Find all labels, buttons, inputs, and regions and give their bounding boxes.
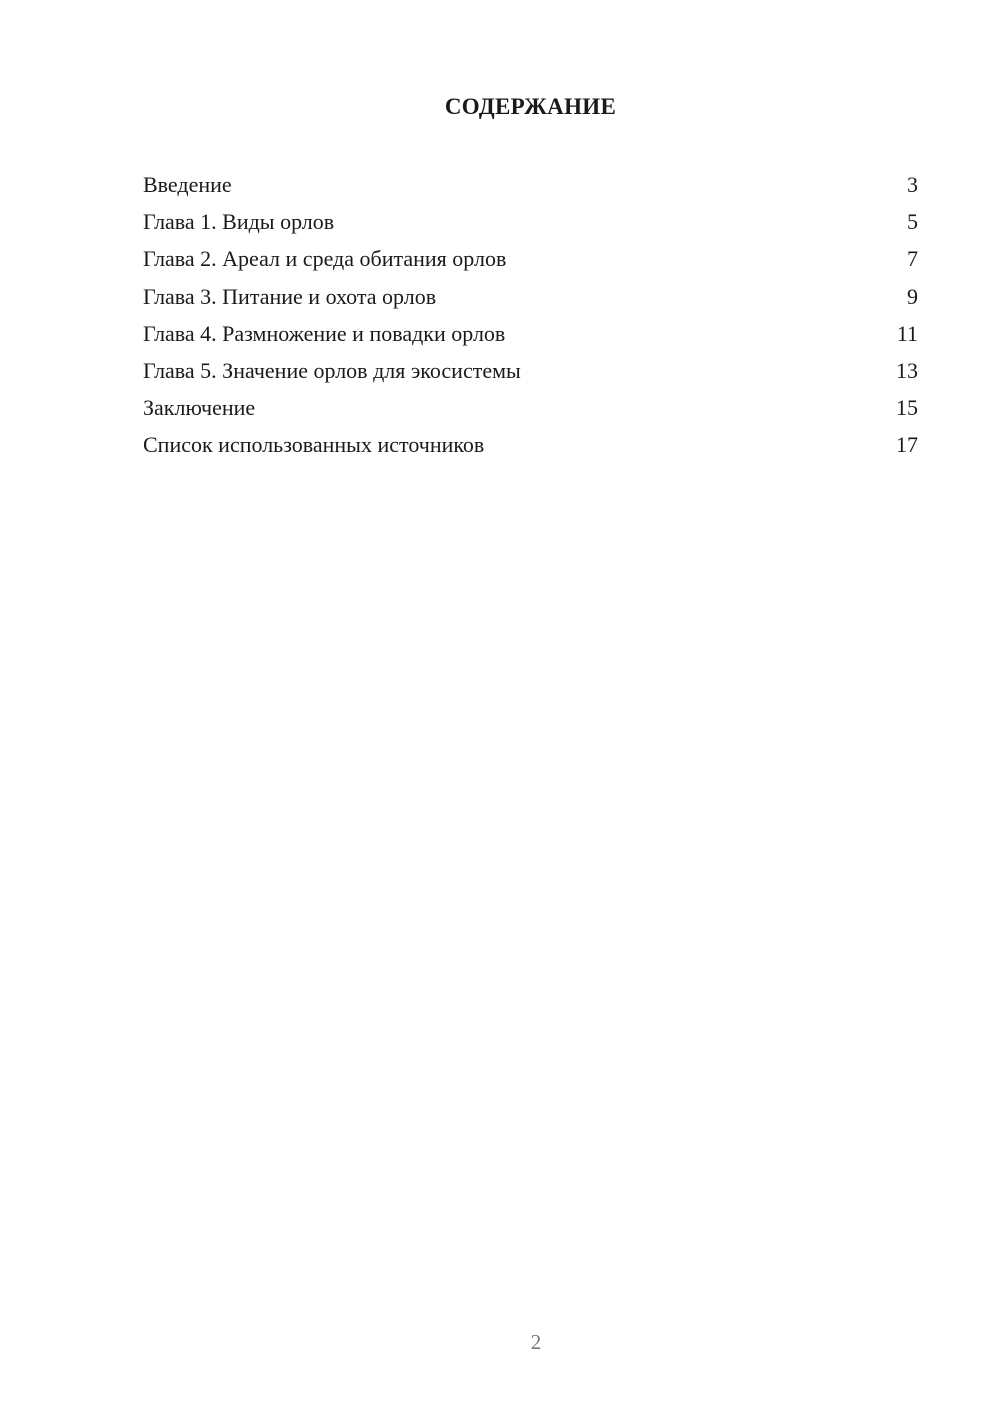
- page-number: 2: [530, 1330, 542, 1354]
- toc-entry-page: 11: [896, 320, 918, 346]
- toc-entry-chapter-2: [143, 240, 918, 277]
- toc-entry-label: Глава 3. Питание и охота орлов: [143, 283, 437, 309]
- toc-entry-page: 15: [896, 395, 918, 421]
- toc-entry-label: Заключение: [143, 395, 256, 421]
- toc-entry-page: 3: [907, 172, 918, 197]
- toc-title: СОДЕРЖАНИЕ: [444, 94, 617, 119]
- toc-entry-label: Глава 1. Виды орлов: [143, 209, 335, 235]
- toc-entry-label: Введение: [143, 172, 232, 197]
- toc-entry-page: 7: [907, 246, 918, 272]
- toc-entry-label: Глава 4. Размножение и повадки орлов: [143, 320, 506, 346]
- toc-entry-chapter-5: [143, 352, 918, 389]
- toc-entry-page: 5: [907, 209, 918, 235]
- toc-entry-chapter-1: [143, 203, 918, 240]
- toc-entry-label: Список использованных источников: [143, 432, 485, 458]
- toc-entry-label: Глава 2. Ареал и среда обитания орлов: [143, 246, 507, 272]
- toc-entry-page: 17: [896, 432, 918, 458]
- toc-entry-page: 9: [907, 283, 918, 309]
- toc-entry-introduction: [143, 166, 918, 203]
- toc-entry-references: [143, 426, 918, 463]
- toc-entry-chapter-4: [143, 315, 918, 352]
- toc-entry-chapter-3: [143, 278, 918, 315]
- toc-entry-page: 13: [896, 357, 918, 383]
- toc-entry-label: Глава 5. Значение орлов для экосистемы: [143, 357, 521, 383]
- toc-entry-conclusion: [143, 389, 918, 426]
- toc-list: [143, 166, 918, 464]
